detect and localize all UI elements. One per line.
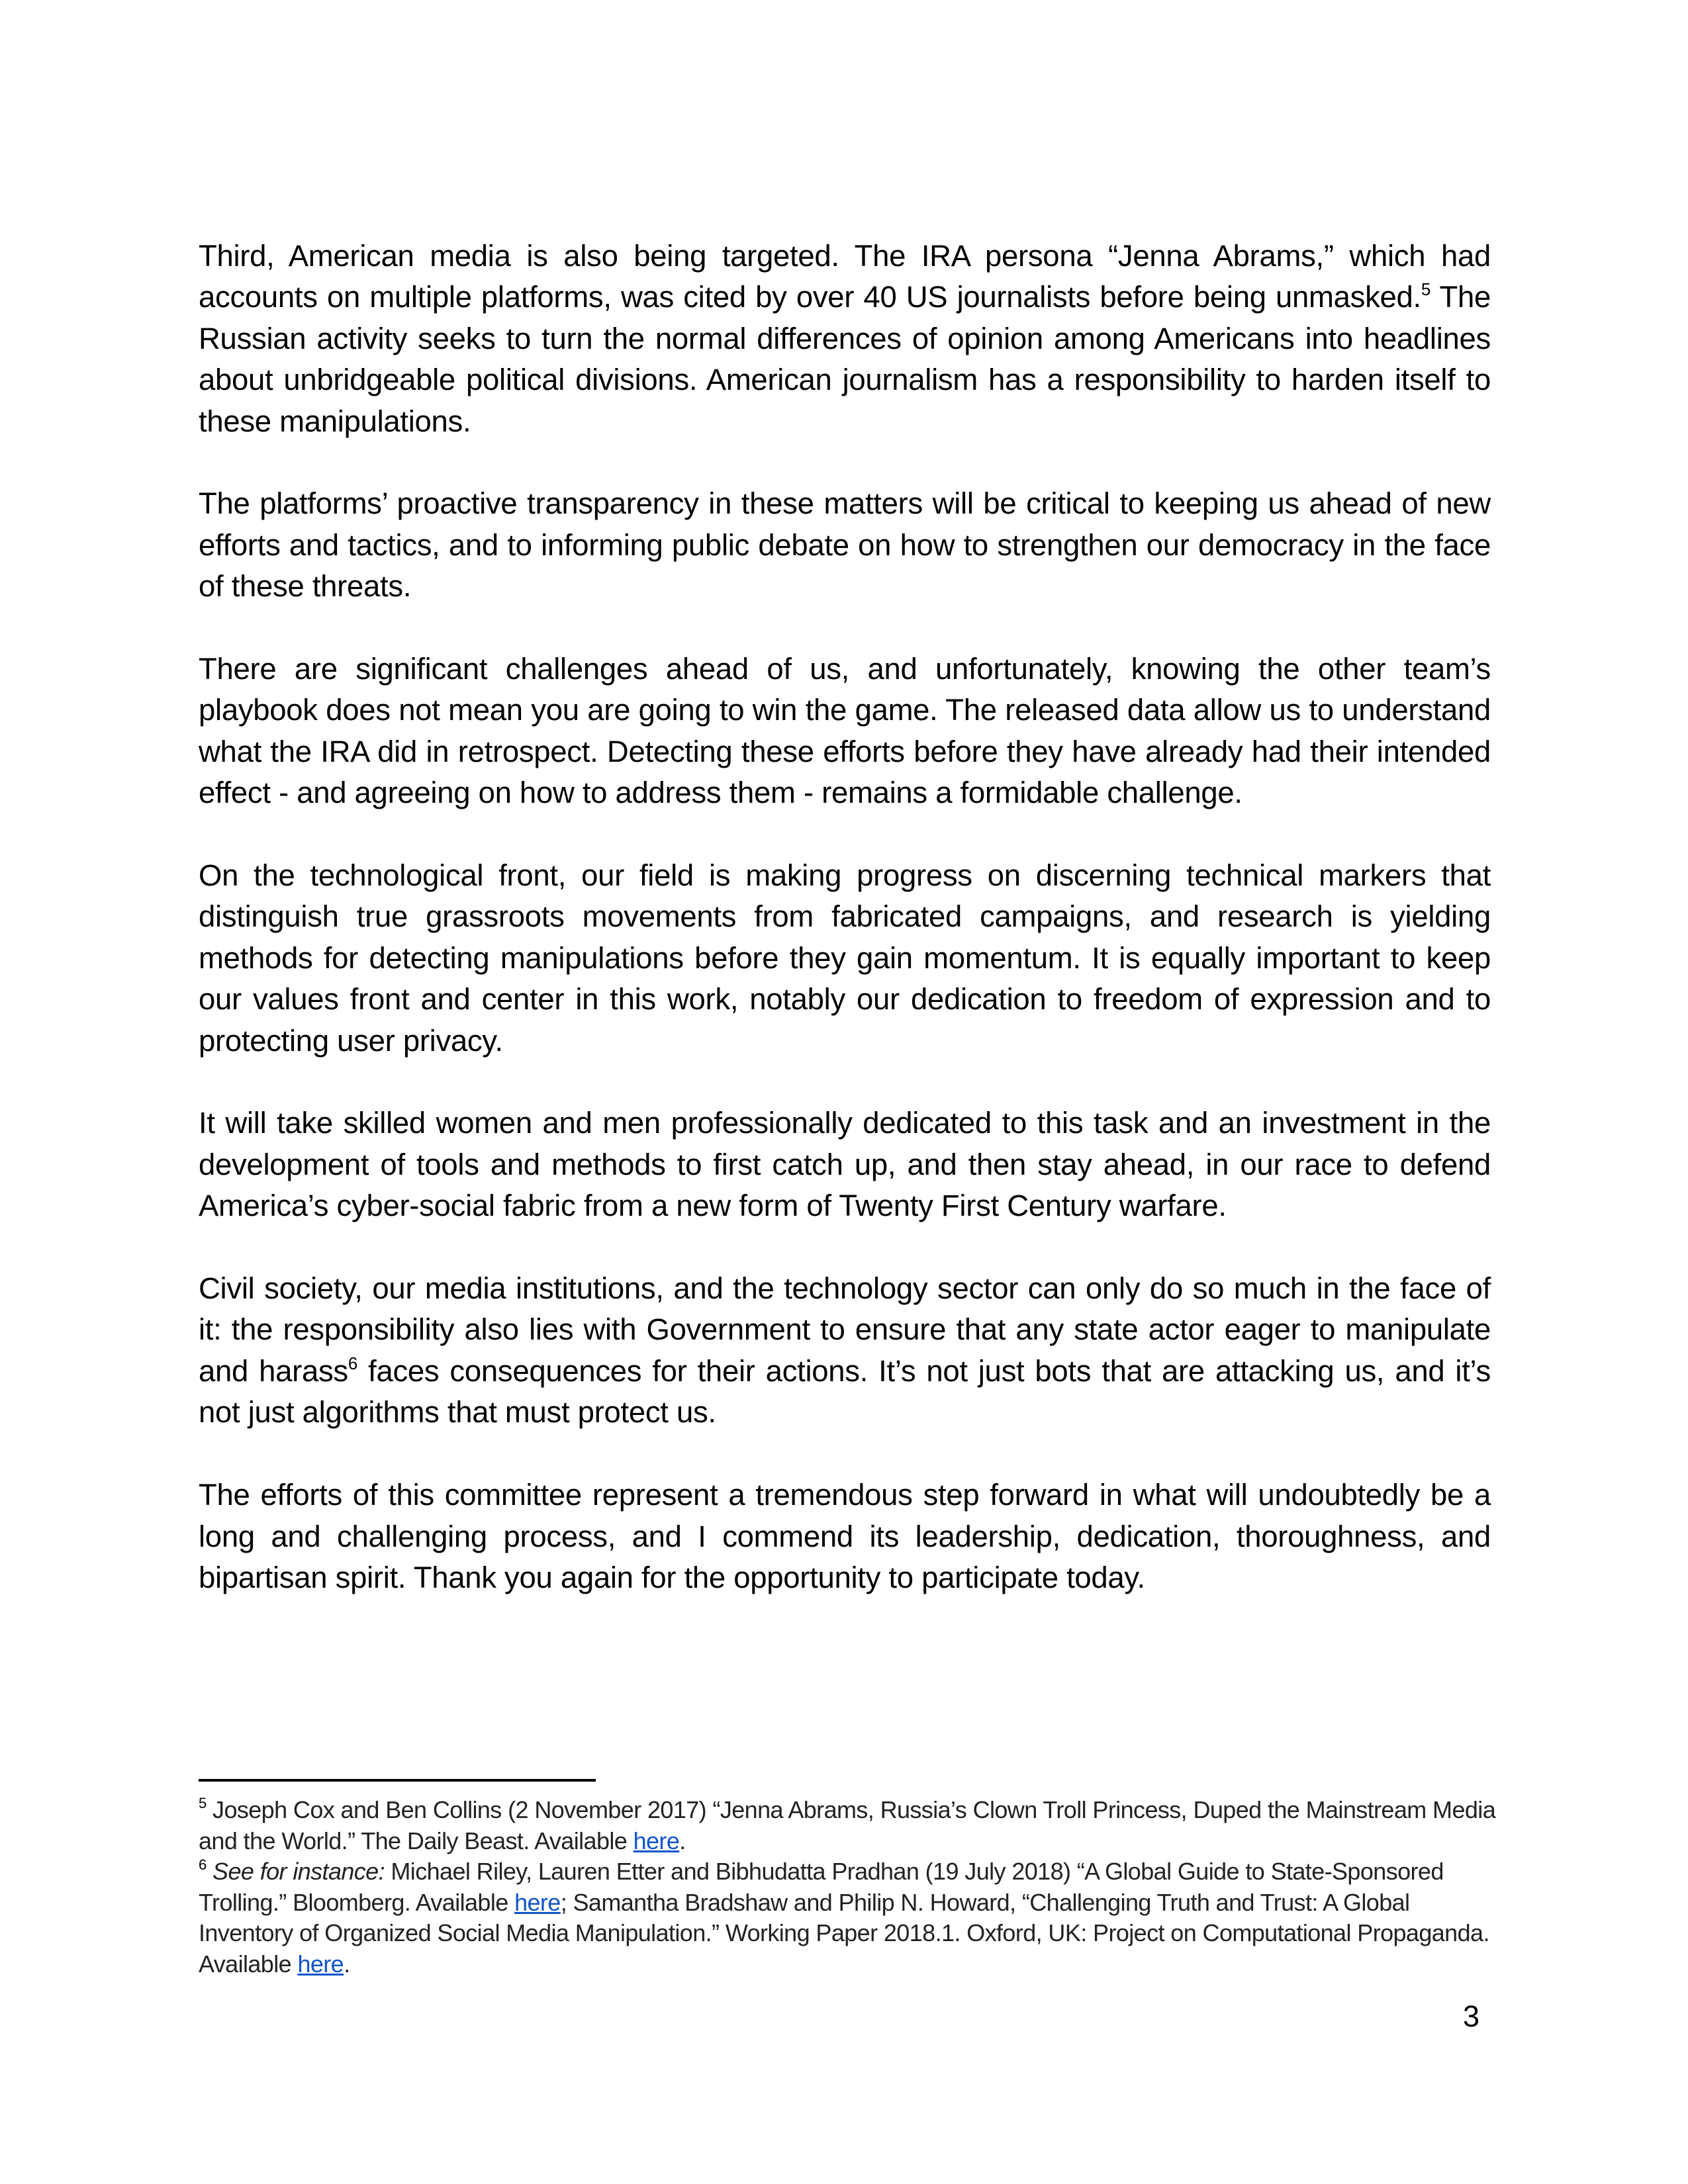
page-number: 3 <box>1463 1999 1480 2033</box>
footnote-text: . <box>679 1827 686 1854</box>
paragraph-committee-efforts: The efforts of this committee represent a tremendous step forward in what will undoubtedly be a long and challenging process, and I commend its leadership, dedication, thoroughness, and bipartisan spirit. Thank you again for the opportunity to participate today. <box>199 1478 1491 1594</box>
footnote-number: 5 <box>199 1795 207 1811</box>
paragraph-civil-society <box>199 1268 1491 1433</box>
footnote-text: . <box>344 1950 350 1978</box>
footnote-reference-5[interactable]: 5 <box>1421 279 1431 300</box>
footnote-separator <box>199 1779 596 1782</box>
footnote-reference-6[interactable]: 6 <box>348 1353 358 1373</box>
footnote-text: Michael Riley, Lauren Etter and Bibhudatta Pradhan (19 July 2018) “A Global Guide to State-Sponsored Trolling.” Bloomberg. Available <box>199 1858 1444 1916</box>
paragraph-text: The Russian activity seeks to turn the normal differences of opinion among Americans into headlines about unbridgeable political divisions. American journalism has a responsibility to harden itself to these manipulations. <box>199 280 1491 438</box>
paragraph-challenges-ahead: There are significant challenges ahead of us, and unfortunately, knowing the other team’s playbook does not mean you are going to win the game. The released data allow us to understand what the IRA did in retrospect. Detecting these efforts before they have already had their intended effect - and agreeing on how to address them - remains a formidable challenge. <box>199 652 1491 810</box>
paragraph-text: Third, American media is also being targeted. The IRA persona “Jenna Abrams,” which had accounts on multiple platforms, was cited by over 40 US journalists before being unmasked. <box>199 239 1491 314</box>
footnote-number: 6 <box>199 1856 207 1873</box>
paragraph-media-targeted <box>199 236 1491 442</box>
footnote-6-link-oxford[interactable]: here <box>297 1950 344 1978</box>
footnote-italic-lead: See for instance: <box>212 1858 385 1885</box>
paragraph-text: Civil society, our media institutions, and the technology sector can only do so much in the face of it: the responsibility also lies with Government to ensure that any state actor eager to manipulate and harass <box>199 1271 1491 1388</box>
document-body <box>199 236 1491 1598</box>
paragraph-technological-front: On the technological front, our field is making progress on discerning technical markers that distinguish true grassroots movements from fabricated campaigns, and research is yielding methods for detecting manipulations before they gain momentum. It is equally important to keep our values front and center in this work, notably our dedication to freedom of expression and to protecting user privacy. <box>199 858 1491 1058</box>
footnote-5-link[interactable]: here <box>633 1827 680 1854</box>
footnote-6-link-bloomberg[interactable]: here <box>514 1888 561 1916</box>
footnote-text: ; Samantha Bradshaw and Philip N. Howard, “Challenging Truth and Trust: A Global Inventory of Organized Social Media Manipulation.” Working Paper 2018.1. Oxford, UK: Project on Computational Propaganda. Available <box>199 1888 1489 1978</box>
footnote-6 <box>199 1856 1496 1979</box>
footnotes-section <box>199 1795 1496 1979</box>
paragraph-text: faces consequences for their actions. It’s not just bots that are attacking us, and it’s not just algorithms that must protect us. <box>199 1353 1491 1430</box>
footnote-text: Joseph Cox and Ben Collins (2 November 2017) “Jenna Abrams, Russia’s Clown Troll Princess, Duped the Mainstream Media and the World.” The Daily Beast. Available <box>199 1796 1496 1854</box>
footnote-5 <box>199 1795 1496 1856</box>
paragraph-platform-transparency: The platforms’ proactive transparency in these matters will be critical to keeping us ahead of new efforts and tactics, and to informing public debate on how to strengthen our democracy in the face of these threats. <box>199 486 1491 604</box>
paragraph-skilled-investment: It will take skilled women and men professionally dedicated to this task and an investment in the development of tools and methods to first catch up, and then stay ahead, in our race to defend America’s cyber-social fabric from a new form of Twenty First Century warfare. <box>199 1106 1491 1223</box>
